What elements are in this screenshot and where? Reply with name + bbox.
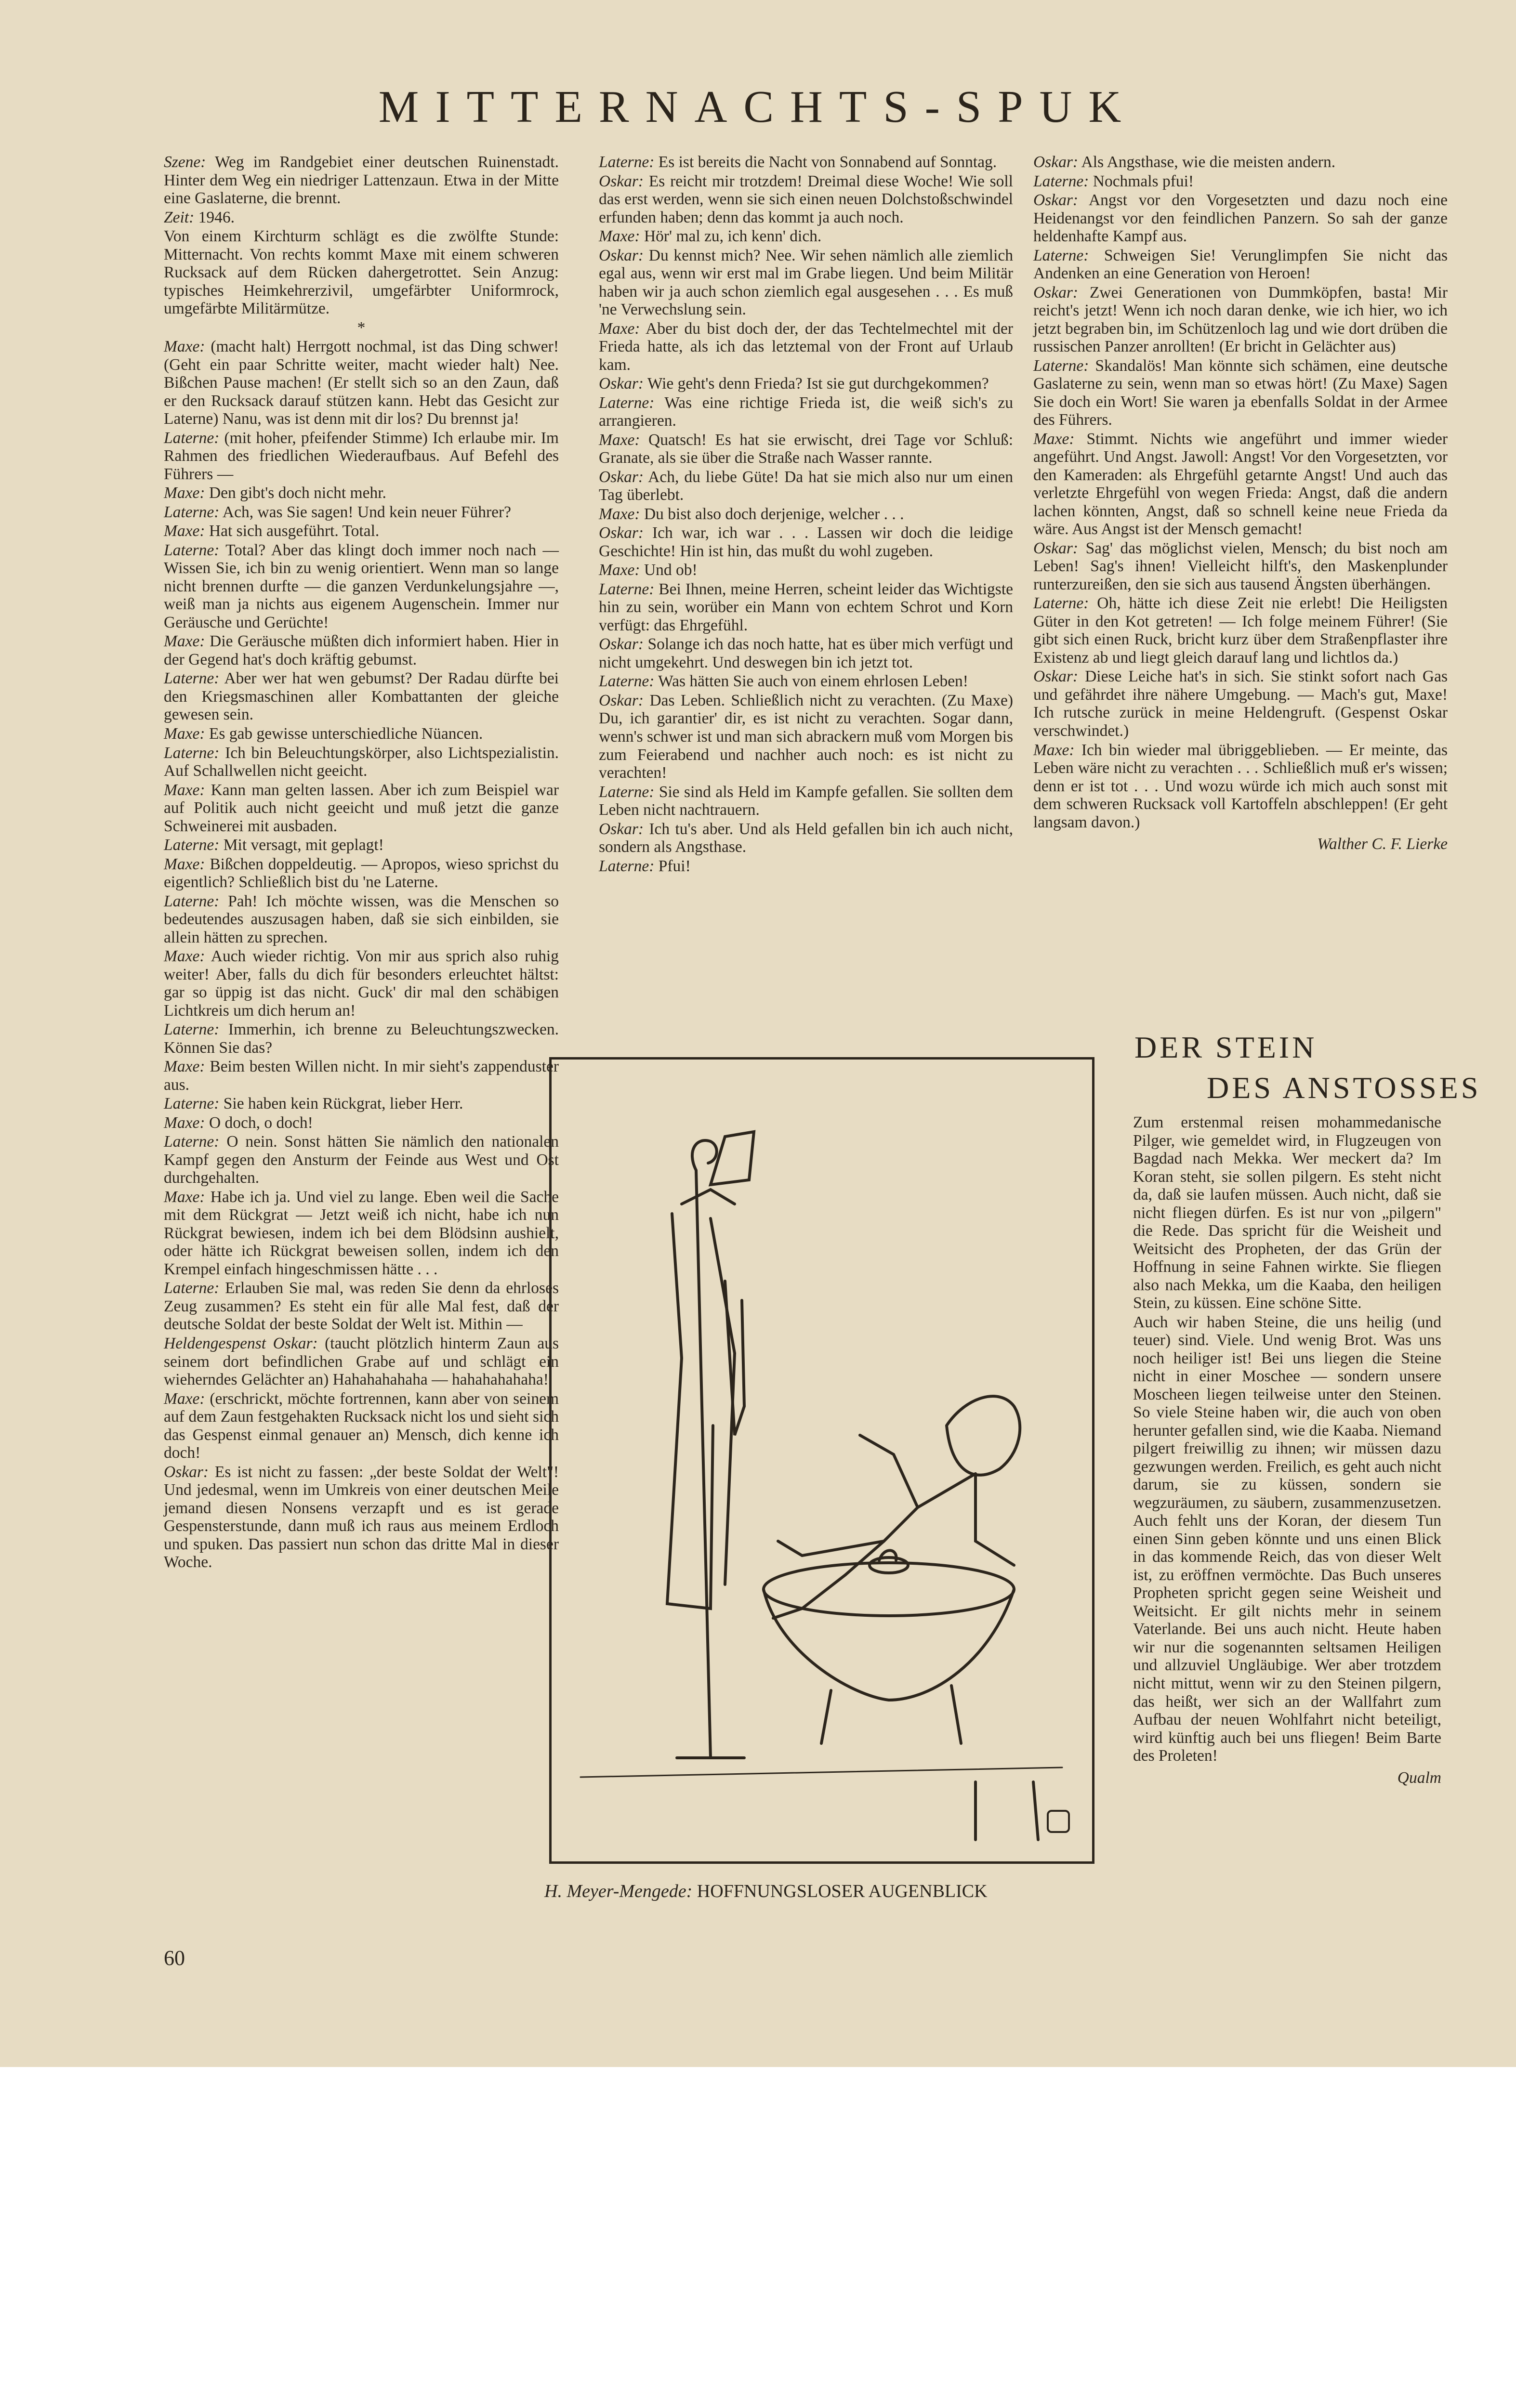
speaker-name: Maxe: xyxy=(1033,741,1075,759)
dialogue-paragraph xyxy=(599,247,1013,319)
speaker-name: Laterne: xyxy=(164,669,220,688)
article2-paragraph-2: Auch wir haben Steine, die uns heilig (und teuer) sind. Viele. Und wenig Brot. Was uns noch heiliger ist! Bei uns liegen die Steine nicht in einer Moschee — sondern unsere Moscheen liegen teilweise unter den Steinen. So viele Steine haben wir, die auch von oben herunter gefallen sind, wie die Kaaba. Niemand pilgert freiwillig zu ihnen; wir müssen dazu gezwungen werden. Freilich, es geht auch nicht darum, sie zu küssen, sondern sie wegzuräumen, zu säubern, zusammenzusetzen. Auch fehlt uns der Koran, der diesem Tun einen Sinn geben könnte und uns einen Blick in das kommende Reich, das von dieser Welt ist, zu eröffnen vermöchte. Das Buch unseres Propheten spricht gegen seine Weisheit und Weitsicht. Er gilt nichts mehr in seinem Vaterlande. Bei uns auch nicht. Heute haben wir nur die sogenannten seltsamen Heiligen und allzuviel Ungläubige. Wer aber trotzdem nicht mittut, wenn wir zu den Steinen pilgern, das heißt, wer sich an der Wallfahrt zum Aufbau der neuen Wohlfahrt nicht beteiligt, wird künftig auch bei uns fliegen! Beim Barte des Proleten! xyxy=(1133,1313,1441,1765)
speaker-name: Laterne: xyxy=(599,580,655,598)
dialogue-text: Nochmals pfui! xyxy=(1093,172,1194,190)
speaker-name: Laterne: xyxy=(164,836,220,854)
speaker-name: Laterne: xyxy=(599,393,655,412)
dialogue-paragraph xyxy=(599,227,1013,246)
speaker-name: Laterne: xyxy=(164,892,220,910)
dialogue-text: Bißchen doppeldeutig. — Apropos, wieso sprichst du eigentlich? Schließlich bist du 'ne Laterne. xyxy=(164,855,559,891)
dialogue-text: Angst vor den Vorgesetzten und dazu noch eine Heidenangst vor den feindlichen Panzern. So sah der ganze heldenhafte Kampf aus. xyxy=(1033,191,1448,246)
dialogue-paragraph xyxy=(1033,741,1448,832)
dialogue-text: Wie geht's denn Frieda? Ist sie gut durchgekommen? xyxy=(647,375,989,393)
dialogue-text: Auch wieder richtig. Von mir aus sprich also ruhig weiter! Aber, falls du dich für besonders erleuchtet hältst: gar so üppig ist das nicht. Guck' dir mal den schäbigen Lichtkreis um dich herum an! xyxy=(164,947,559,1020)
speaker-name: Zeit: xyxy=(164,208,195,226)
dialogue-text: Ach, was Sie sagen! Und kein neuer Führer? xyxy=(222,503,511,521)
dialogue-text: Sie haben kein Rückgrat, lieber Herr. xyxy=(223,1095,463,1113)
dialogue-text: Oh, hätte ich diese Zeit nie erlebt! Die Heiligsten Güter in den Kot getreten! — Ich folge meinem Führer! (Sie gibt sich einen Ruck, bricht kurz über dem Straßenpflaster ihre Existenz ab und liegt gleich darauf lang und lichtlos da.) xyxy=(1033,594,1448,667)
dialogue-text: Das Leben. Schließlich nicht zu verachten. (Zu Maxe) Du, ich garantier' dir, es ist nicht zu verachten. Sogar dann, wenn's schwer ist und man sich abrackern muß vom Morgen bis zum Feierabend und nachher auch noch: es ist nicht zu verachten! xyxy=(599,691,1014,782)
dialogue-paragraph xyxy=(164,1114,559,1132)
dialogue-text: Schweigen Sie! Verunglimpfen Sie nicht das Andenken an eine Generation von Heroen! xyxy=(1033,246,1448,283)
dialogue-text: Hör' mal zu, ich kenn' dich. xyxy=(644,227,822,246)
speaker-name: Oskar: xyxy=(599,635,644,654)
dialogue-text: Erlauben Sie mal, was reden Sie denn da ehrloses Zeug zusammen? Es steht ein für alle Mal fest, daß der deutsche Soldat der beste Soldat der Welt ist. Mithin — xyxy=(164,1279,559,1334)
speaker-name: Laterne: xyxy=(164,1021,220,1039)
text-column-2 xyxy=(599,153,1013,876)
speaker-name: Laterne: xyxy=(1033,172,1089,190)
dialogue-text: Es gab gewisse unterschiedliche Nüancen. xyxy=(209,724,483,743)
dialogue-paragraph xyxy=(164,319,559,337)
speaker-name: Oskar: xyxy=(599,820,644,838)
dialogue-paragraph xyxy=(599,505,1013,523)
speaker-name: Oskar: xyxy=(1033,153,1079,171)
dialogue-paragraph xyxy=(599,431,1013,467)
dialogue-paragraph xyxy=(164,209,559,227)
article2-title-line1: DER STEIN xyxy=(1134,1030,1318,1064)
dialogue-text: Sie sind als Held im Kampfe gefallen. Sie sollten dem Leben nicht nachtrauern. xyxy=(599,783,1013,819)
speaker-name: Maxe: xyxy=(164,855,205,873)
dialogue-paragraph xyxy=(164,947,559,1020)
dialogue-text: Ach, du liebe Güte! Da hat sie mich also nur um einen Tag überlebt. xyxy=(599,468,1013,504)
speaker-name: Laterne: xyxy=(164,1133,220,1151)
dialogue-text: Habe ich ja. Und viel zu lange. Eben weil die Sache mit dem Rückgrat — Jetzt weiß ich nicht, habe ich nun Rückgrat bewiesen, indem ich bei dem Blödsinn aushielt, oder hätte ich Rückgrat beweisen sollen, indem ich den Krempel einfach hingeschmissen hätte . . . xyxy=(164,1188,559,1278)
dialogue-text: Es ist nicht zu fassen: „der beste Soldat der Welt"! Und jedesmal, wenn im Umkreis von einer deutschen Meile jemand diesen Nonsens verzapft und es ist gerade Gespensterstunde, dann muß ich raus aus meinem Erdloch und spuken. Das passiert nun schon das dritte Mal in dieser Woche. xyxy=(164,1463,559,1571)
speaker-name: Laterne: xyxy=(164,503,220,521)
speaker-name: Oskar: xyxy=(1033,667,1079,686)
dialogue-paragraph xyxy=(1033,667,1448,740)
dialogue-text: Aber wer hat wen gebumst? Der Radau dürfte bei den Kriegsmaschinen aller Kombattanten der gleiche gewesen sein. xyxy=(164,669,559,724)
speaker-name: Laterne: xyxy=(1033,356,1089,375)
dialogue-text: O nein. Sonst hätten Sie nämlich den nationalen Kampf gegen den Ansturm der Feinde aus West und Ost durchgehalten. xyxy=(164,1133,559,1187)
dialogue-text: (taucht plötzlich hinterm Zaun aus seinem dort befindlichen Grabe auf und schlägt ein wieherndes Gelächter an) Hahahahahaha — hahahahahaha! xyxy=(164,1335,559,1389)
dialogue-text: (macht halt) Herrgott nochmal, ist das Ding schwer! (Geht ein paar Schritte weiter, macht wieder halt) Nee. Bißchen Pause machen! (Er stellt sich so an den Zaun, daß er den Rucksack darauf stützen kann. Hebt das Gesicht zur Laterne) Nanu, was ist denn mit dir los? Du brennst ja! xyxy=(164,338,559,428)
speaker-name: Laterne: xyxy=(164,1279,220,1297)
dialogue-text: Ich war, ich war . . . Lassen wir doch die leidige Geschichte! Hin ist hin, das mußt du wohl zugeben. xyxy=(599,524,1013,560)
speaker-name: Maxe: xyxy=(164,484,205,502)
speaker-name: Laterne: xyxy=(599,672,655,691)
dialogue-paragraph xyxy=(164,855,559,891)
speaker-name: Laterne: xyxy=(1033,246,1089,264)
dialogue-text: Bei Ihnen, meine Herren, scheint leider das Wichtigste hin zu sein, worüber ein Mann von echtem Schrot und Korn verfügt: das Ehrgefühl. xyxy=(599,580,1013,634)
dialogue-text: Hat sich ausgeführt. Total. xyxy=(209,522,380,540)
dialogue-paragraph xyxy=(164,725,559,743)
speaker-name: Oskar: xyxy=(164,1463,209,1481)
speaker-name: Szene: xyxy=(164,153,206,171)
dialogue-paragraph xyxy=(1033,153,1448,171)
speaker-name: Maxe: xyxy=(164,1389,205,1408)
dialogue-paragraph xyxy=(599,692,1013,782)
caption-artist: H. Meyer-Mengede: xyxy=(544,1881,693,1901)
dialogue-paragraph xyxy=(164,1390,559,1462)
dialogue-paragraph xyxy=(164,1279,559,1334)
dialogue-text: Diese Leiche hat's in sich. Sie stinkt sofort nach Gas und gefährdet ihre nähere Umgebung. — Mach's gut, Maxe! Ich rutsche zurück in meine Heldengruft. (Gespenst Oskar verschwindet.) xyxy=(1033,667,1448,740)
speaker-name: Maxe: xyxy=(1033,430,1075,448)
speaker-name: Oskar: xyxy=(599,691,644,709)
dialogue-paragraph xyxy=(164,1188,559,1279)
dialogue-text: Pah! Ich möchte wissen, was die Menschen so bedeutendes auszusagen haben, daß sie sich einbilden, sie allein hätten zu sprechen. xyxy=(164,892,559,946)
speaker-name: Oskar: xyxy=(599,524,644,542)
dialogue-paragraph xyxy=(164,227,559,318)
dialogue-paragraph xyxy=(599,524,1013,560)
article1-signature: Walther C. F. Lierke xyxy=(1317,835,1448,853)
dialogue-paragraph xyxy=(599,635,1013,671)
dialogue-text: Weg im Randgebiet einer deutschen Ruinenstadt. Hinter dem Weg ein niedriger Lattenzaun. Etwa in der Mitte eine Gaslaterne, die brennt. xyxy=(164,153,559,208)
dialogue-text: Skandalös! Man könnte sich schämen, eine deutsche Gaslaterne zu sein, wenn man so etwas hört! (Zu Maxe) Sagen Sie doch ein Wort! Sie waren ja ebenfalls Soldat in der Armee des Führers. xyxy=(1033,356,1448,429)
speaker-name: Laterne: xyxy=(164,429,220,447)
dialogue-text: * xyxy=(357,318,366,337)
dialogue-paragraph xyxy=(1033,191,1448,246)
article2-signature: Qualm xyxy=(1397,1768,1441,1787)
dialogue-paragraph xyxy=(164,1463,559,1571)
dialogue-paragraph xyxy=(164,522,559,540)
dialogue-paragraph xyxy=(164,484,559,502)
dialogue-text: Immerhin, ich brenne zu Beleuchtungszwecken. Können Sie das? xyxy=(164,1021,559,1057)
dialogue-paragraph xyxy=(164,744,559,780)
dialogue-text: Die Geräusche müßten dich informiert haben. Hier in der Gegend hat's doch kräftig gebumst. xyxy=(164,632,559,668)
dialogue-paragraph xyxy=(599,468,1013,504)
dialogue-text: Solange ich das noch hatte, hat es über mich verfügt und nicht umgekehrt. Und deswegen bin ich jetzt tot. xyxy=(599,635,1014,671)
speaker-name: Maxe: xyxy=(164,522,205,540)
dialogue-paragraph xyxy=(164,429,559,484)
dialogue-paragraph xyxy=(164,1133,559,1187)
speaker-name: Maxe: xyxy=(164,338,205,356)
dialogue-text: Quatsch! Es hat sie erwischt, drei Tage vor Schluß: Granate, als sie über die Straße nach Wasser rannte. xyxy=(599,431,1014,467)
dialogue-text: Ich tu's aber. Und als Held gefallen bin ich auch nicht, sondern als Angsthase. xyxy=(599,820,1014,856)
dialogue-paragraph xyxy=(1033,357,1448,429)
dialogue-text: Kann man gelten lassen. Aber ich zum Beispiel war auf Politik auch nicht geeicht und muß jetzt die ganze Schweinerei mit ausbaden. xyxy=(164,781,559,835)
dialogue-paragraph xyxy=(599,561,1013,579)
dialogue-text: Als Angsthase, wie die meisten andern. xyxy=(1081,153,1336,171)
caption-title: HOFFNUNGSLOSER AUGENBLICK xyxy=(697,1881,988,1901)
dialogue-text: Was hätten Sie auch von einem ehrlosen Leben! xyxy=(658,672,968,691)
dialogue-paragraph xyxy=(1033,172,1448,191)
dialogue-text: Mit versagt, mit geplagt! xyxy=(223,836,384,854)
dialogue-text: Sag' das möglichst vielen, Mensch; du bist noch am Leben! Sag's ihnen! Vielleicht hilft's, den Maskenplunder runterzureißen, den sie sich aus tausend Ängsten überhängen. xyxy=(1033,539,1448,593)
dialogue-paragraph xyxy=(599,375,1013,393)
dialogue-paragraph xyxy=(1033,539,1448,594)
dialogue-paragraph xyxy=(164,781,559,836)
dialogue-text: (mit hoher, pfeifender Stimme) Ich erlaube mir. Im Rahmen des friedlichen Wiederaufbaus. Auf Befehl des Führers — xyxy=(164,429,559,483)
dialogue-text: Aber du bist doch der, der das Techtelmechtel mit der Frieda hatte, als ich das letztemal von der Front auf Urlaub kam. xyxy=(599,319,1013,374)
dialogue-text: Ich bin wieder mal übriggeblieben. — Er meinte, das Leben wäre nicht zu verachten . . . Schließlich muß er's wissen; denn er ist tot . . . Und wozu würde ich mich auch sonst mit dem schweren Rucksack voll Kartoffeln abschleppen! (Er geht langsam davon.) xyxy=(1033,741,1448,831)
illustration-drawing xyxy=(552,1060,1092,1861)
speaker-name: Laterne: xyxy=(599,783,655,801)
speaker-name: Maxe: xyxy=(164,1058,205,1076)
speaker-name: Heldengespenst Oskar: xyxy=(164,1335,318,1352)
speaker-name: Oskar: xyxy=(1033,283,1079,301)
speaker-name: Oskar: xyxy=(599,375,644,393)
dialogue-paragraph xyxy=(164,153,559,208)
dialogue-text: Pfui! xyxy=(658,857,691,875)
dialogue-paragraph xyxy=(599,820,1013,856)
speaker-name: Maxe: xyxy=(164,632,205,651)
speaker-name: Maxe: xyxy=(164,947,205,966)
speaker-name: Maxe: xyxy=(164,781,205,799)
dialogue-paragraph xyxy=(164,1058,559,1094)
dialogue-text: Was eine richtige Frieda ist, die weiß sich's zu arrangieren. xyxy=(599,393,1013,430)
dialogue-text: Du bist also doch derjenige, welcher . . . xyxy=(644,505,904,523)
dialogue-paragraph xyxy=(1033,284,1448,356)
dialogue-paragraph xyxy=(599,394,1013,430)
illustration-frame xyxy=(549,1057,1094,1864)
dialogue-paragraph xyxy=(599,172,1013,227)
dialogue-paragraph xyxy=(599,320,1013,374)
dialogue-paragraph xyxy=(599,783,1013,819)
speaker-name: Laterne: xyxy=(599,857,655,875)
dialogue-paragraph xyxy=(1033,594,1448,667)
dialogue-text: Stimmt. Nichts wie angeführt und immer wieder angeführt. Und Angst. Jawoll: Angst! Vor den Vorgesetzten, vor den Kameraden: als Ehrgefühl getarnte Angst! Und auch das verletzte Ehrgefühl von wegen Frieda: Angst, daß die andern lachen könnten, Angst, daß so schnell keine neue Frieda da wäre. Aus Angst ist der Mensch gemacht! xyxy=(1033,430,1448,538)
text-column-1 xyxy=(164,153,559,1572)
dialogue-paragraph xyxy=(164,632,559,668)
speaker-name: Oskar: xyxy=(599,172,644,190)
dialogue-paragraph xyxy=(1033,247,1448,283)
dialogue-text: Es ist bereits die Nacht von Sonnabend auf Sonntag. xyxy=(658,153,997,171)
text-column-3 xyxy=(1033,153,1448,854)
speaker-name: Maxe: xyxy=(164,1188,205,1206)
speaker-name: Laterne: xyxy=(164,541,220,559)
speaker-name: Laterne: xyxy=(164,744,220,762)
dialogue-paragraph xyxy=(164,892,559,947)
dialogue-text: Beim besten Willen nicht. In mir sieht's zappenduster aus. xyxy=(164,1058,559,1094)
speaker-name: Oskar: xyxy=(1033,191,1079,209)
dialogue-paragraph xyxy=(164,1335,559,1389)
dialogue-text: Es reicht mir trotzdem! Dreimal diese Woche! Wie soll das erst werden, wenn sie sich einen neuen Dolchstoßschwindel erfunden haben; denn das kommt ja auch noch. xyxy=(599,172,1013,226)
speaker-name: Maxe: xyxy=(599,505,640,523)
dialogue-text: Und ob! xyxy=(644,561,698,579)
speaker-name: Maxe: xyxy=(599,319,640,338)
dialogue-text: Du kennst mich? Nee. Wir sehen nämlich alle ziemlich egal aus, wenn wir erst mal im Grabe liegen. Und beim Militär haben wir ja auch schon ziemlich egal ausgesehen . . . Es muß 'ne Verwechslung sein. xyxy=(599,246,1014,319)
speaker-name: Maxe: xyxy=(164,724,205,743)
speaker-name: Oskar: xyxy=(599,246,644,264)
speaker-name: Maxe: xyxy=(164,1113,205,1132)
dialogue-paragraph xyxy=(599,672,1013,691)
dialogue-paragraph xyxy=(164,541,559,632)
dialogue-paragraph xyxy=(164,1095,559,1113)
speaker-name: Oskar: xyxy=(1033,539,1079,557)
speaker-name: Laterne: xyxy=(164,1095,220,1113)
dialogue-text: Ich bin Beleuchtungskörper, also Lichtspezialistin. Auf Schallwellen nicht geeicht. xyxy=(164,744,559,780)
article2-title-line2: DES ANSTOSSES xyxy=(1207,1071,1481,1105)
dialogue-text: 1946. xyxy=(198,208,235,226)
dialogue-paragraph xyxy=(164,1021,559,1057)
page-title: MITTERNACHTS-SPUK xyxy=(378,82,1138,132)
dialogue-text: Zwei Generationen von Dummköpfen, basta! Mir reicht's jetzt! Wenn ich noch daran denke, wie ich hier, wo ich jetzt begraben bin, im Schützenloch lag und wie dort drüben die russischen Panzer anrollten! (Er bricht in Gelächter aus) xyxy=(1033,283,1448,356)
dialogue-text: Von einem Kirchturm schlägt es die zwölfte Stunde: Mitternacht. Von rechts kommt Maxe mit einem schweren Rucksack auf dem Rücken dahergetrottet. Sein Anzug: typisches Heimkehrerzivil, umgefärbter Uniformrock, umgefärbte Militärmütze. xyxy=(164,227,559,318)
speaker-name: Maxe: xyxy=(599,431,640,449)
viewer-footer xyxy=(0,2067,1516,2209)
speaker-name: Oskar: xyxy=(599,468,644,486)
speaker-name: Laterne: xyxy=(1033,594,1089,613)
article2-paragraph-1: Zum erstenmal reisen mohammedanische Pilger, wie gemeldet wird, in Flugzeugen von Bagdad nach Mekka. Wer meckert da? Im Koran steht, sie sollen pilgern. Es steht nicht da, daß sie laufen müssen. Auch nicht, daß sie nicht fliegen dürfen. Es ist nur von „pilgern" die Rede. Das spricht für die Weisheit und Weitsicht des Propheten, der das Grün der Hoffnung in seine Fahnen wirkte. Sie fliegen also nach Mekka, um die Kaaba, den heiligen Stein, zu küssen. Eine schöne Sitte. xyxy=(1133,1113,1441,1312)
speaker-name: Maxe: xyxy=(599,227,640,246)
speaker-name: Laterne: xyxy=(599,153,655,171)
dialogue-paragraph xyxy=(164,503,559,522)
dialogue-paragraph xyxy=(599,580,1013,635)
page-number: 60 xyxy=(164,1946,185,1970)
dialogue-text: Total? Aber das klingt doch immer noch nach — Wissen Sie, ich bin zu wenig orientiert. Wenn man so lange nicht brennen durfte — die ganzen Verdunkelungsjahre —, weiß man ja nichts aus eigenem Augenschein. Immer nur Geräusche und Gerüchte! xyxy=(164,541,559,631)
dialogue-paragraph xyxy=(164,669,559,724)
dialogue-paragraph xyxy=(599,857,1013,876)
article2-body xyxy=(1133,1113,1441,1788)
dialogue-paragraph xyxy=(1033,430,1448,538)
dialogue-paragraph xyxy=(164,338,559,428)
dialogue-text: (erschrickt, möchte fortrennen, kann aber von seinem auf dem Zaun festgehakten Rucksack nicht los und sieht sich das Gespenst einmal genauer an) Mensch, dich kenne ich doch! xyxy=(164,1389,559,1462)
illustration-caption xyxy=(544,1881,1094,1902)
speaker-name: Maxe: xyxy=(599,561,640,579)
dialogue-paragraph xyxy=(164,836,559,854)
dialogue-text: Den gibt's doch nicht mehr. xyxy=(209,484,386,502)
dialogue-paragraph xyxy=(599,153,1013,171)
dialogue-text: O doch, o doch! xyxy=(209,1113,313,1132)
